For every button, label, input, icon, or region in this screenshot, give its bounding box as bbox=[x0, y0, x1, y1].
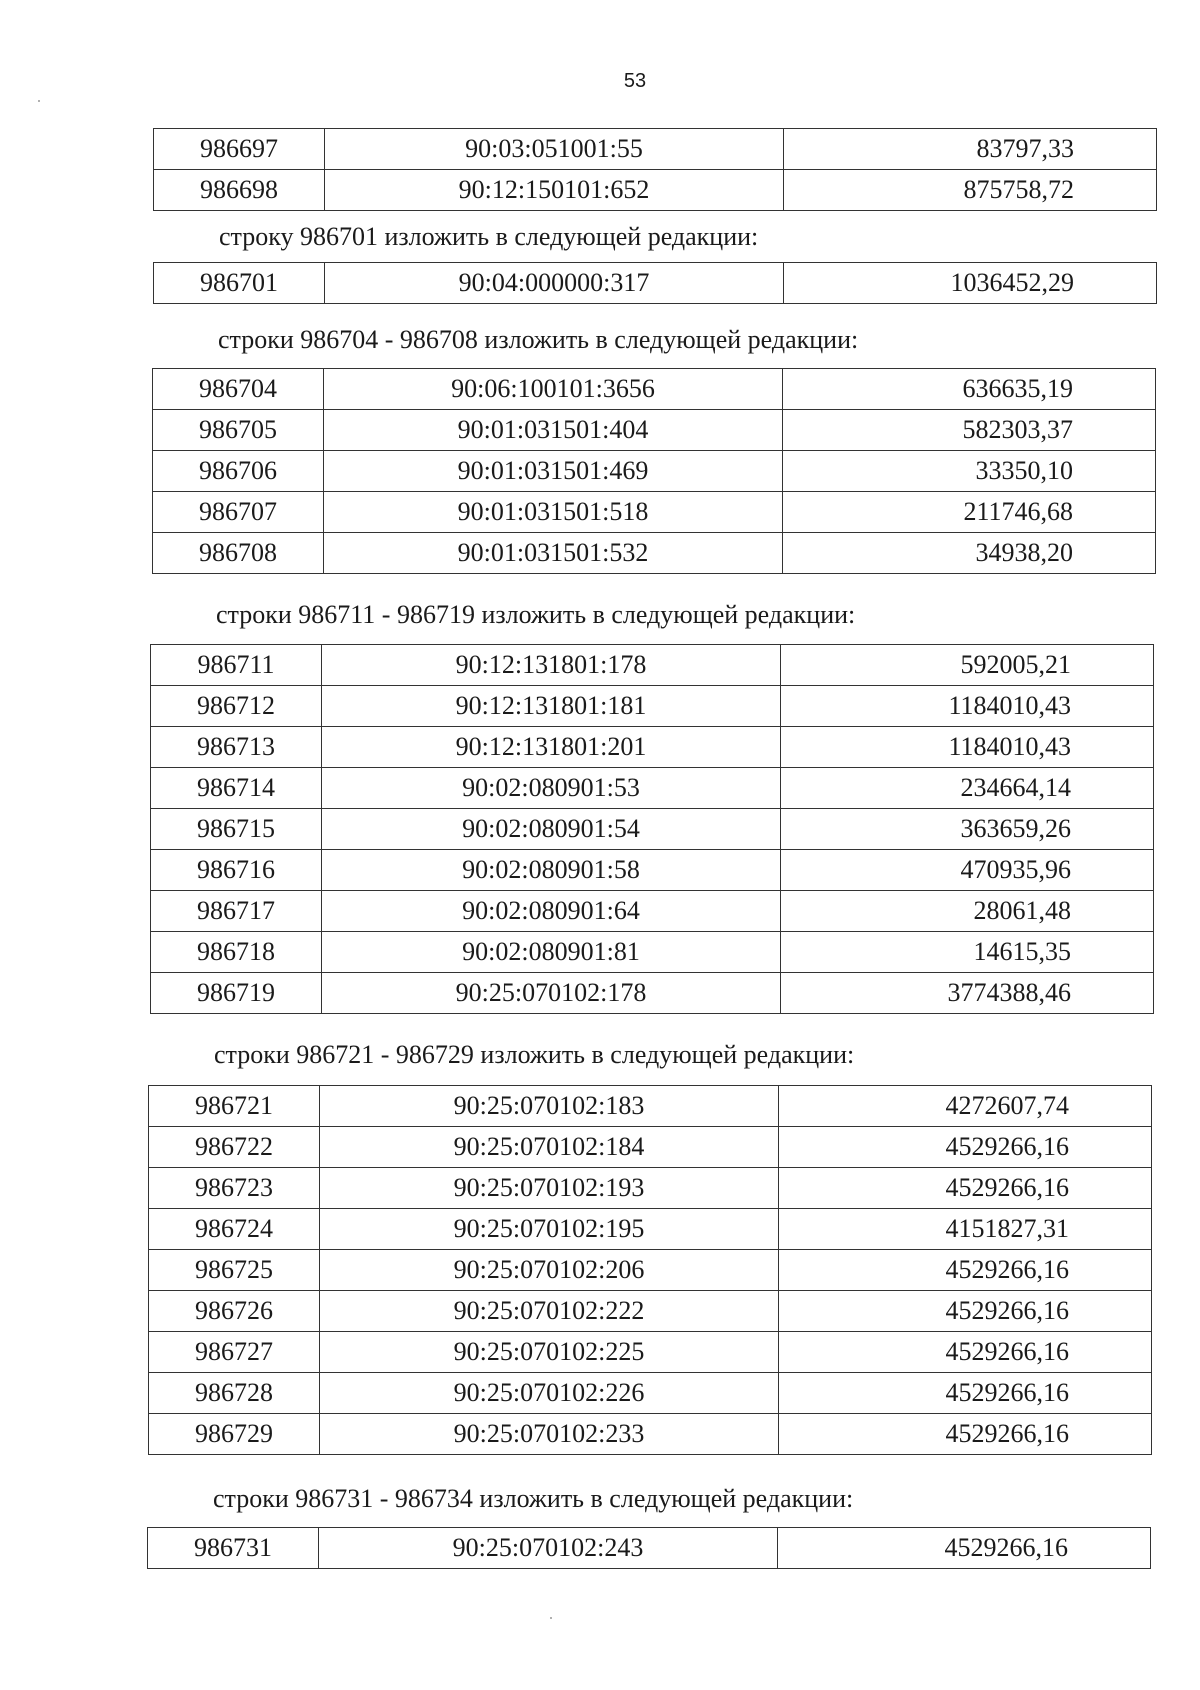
row-id-cell: 986718 bbox=[151, 932, 322, 973]
value-cell: 3774388,46 bbox=[781, 973, 1154, 1014]
value-cell: 4529266,16 bbox=[779, 1250, 1152, 1291]
cadastral-number-cell: 90:01:031501:404 bbox=[324, 410, 783, 451]
amendment-caption: строки 986704 - 986708 изложить в следующей редакции: bbox=[218, 325, 859, 354]
amendment-caption: строки 986721 - 986729 изложить в следующей редакции: bbox=[214, 1040, 855, 1069]
table-row bbox=[151, 932, 1154, 973]
table-row bbox=[151, 686, 1154, 727]
value-cell: 4529266,16 bbox=[779, 1168, 1152, 1209]
table-row bbox=[149, 1414, 1152, 1455]
table-row bbox=[154, 263, 1157, 304]
row-id-cell: 986714 bbox=[151, 768, 322, 809]
table-row bbox=[151, 850, 1154, 891]
value-cell: 34938,20 bbox=[783, 533, 1156, 574]
table-row bbox=[149, 1373, 1152, 1414]
cadastral-number-cell: 90:02:080901:54 bbox=[322, 809, 781, 850]
amendment-table-2 bbox=[152, 368, 1156, 574]
table-row bbox=[154, 129, 1157, 170]
cadastral-number-cell: 90:25:070102:225 bbox=[320, 1332, 779, 1373]
cadastral-number-cell: 90:02:080901:64 bbox=[322, 891, 781, 932]
cadastral-number-cell: 90:01:031501:469 bbox=[324, 451, 783, 492]
row-id-cell: 986701 bbox=[154, 263, 325, 304]
row-id-cell: 986715 bbox=[151, 809, 322, 850]
value-cell: 4529266,16 bbox=[778, 1528, 1151, 1569]
row-id-cell: 986717 bbox=[151, 891, 322, 932]
cadastral-number-cell: 90:02:080901:81 bbox=[322, 932, 781, 973]
cadastral-number-cell: 90:03:051001:55 bbox=[325, 129, 784, 170]
value-cell: 4529266,16 bbox=[779, 1414, 1152, 1455]
cadastral-number-cell: 90:12:131801:178 bbox=[322, 645, 781, 686]
table-row bbox=[149, 1086, 1152, 1127]
cadastral-number-cell: 90:06:100101:3656 bbox=[324, 369, 783, 410]
table-row bbox=[149, 1127, 1152, 1168]
table-row bbox=[149, 1209, 1152, 1250]
table-row bbox=[153, 492, 1156, 533]
table-row bbox=[151, 973, 1154, 1014]
value-cell: 4529266,16 bbox=[779, 1373, 1152, 1414]
value-cell: 4529266,16 bbox=[779, 1291, 1152, 1332]
page-number: 53 bbox=[623, 70, 647, 92]
value-cell: 592005,21 bbox=[781, 645, 1154, 686]
scan-speck bbox=[38, 100, 40, 102]
value-cell: 234664,14 bbox=[781, 768, 1154, 809]
row-id-cell: 986706 bbox=[153, 451, 324, 492]
row-id-cell: 986728 bbox=[149, 1373, 320, 1414]
cadastral-number-cell: 90:25:070102:206 bbox=[320, 1250, 779, 1291]
amendment-caption: строки 986711 - 986719 изложить в следующей редакции: bbox=[216, 600, 856, 629]
table-row bbox=[154, 170, 1157, 211]
row-id-cell: 986711 bbox=[151, 645, 322, 686]
table-row bbox=[151, 645, 1154, 686]
row-id-cell: 986707 bbox=[153, 492, 324, 533]
table-row bbox=[148, 1528, 1151, 1569]
amendment-caption: строку 986701 изложить в следующей редакции: bbox=[219, 222, 759, 251]
cadastral-number-cell: 90:25:070102:184 bbox=[320, 1127, 779, 1168]
amendment-table-1 bbox=[153, 262, 1157, 304]
row-id-cell: 986713 bbox=[151, 727, 322, 768]
table-row bbox=[149, 1332, 1152, 1373]
cadastral-number-cell: 90:01:031501:532 bbox=[324, 533, 783, 574]
row-id-cell: 986723 bbox=[149, 1168, 320, 1209]
row-id-cell: 986708 bbox=[153, 533, 324, 574]
value-cell: 14615,35 bbox=[781, 932, 1154, 973]
table-row bbox=[149, 1291, 1152, 1332]
cadastral-number-cell: 90:25:070102:226 bbox=[320, 1373, 779, 1414]
table-row bbox=[151, 891, 1154, 932]
row-id-cell: 986698 bbox=[154, 170, 325, 211]
value-cell: 470935,96 bbox=[781, 850, 1154, 891]
value-cell: 4272607,74 bbox=[779, 1086, 1152, 1127]
row-id-cell: 986731 bbox=[148, 1528, 319, 1569]
table-row bbox=[153, 451, 1156, 492]
value-cell: 1184010,43 bbox=[781, 727, 1154, 768]
value-cell: 4529266,16 bbox=[779, 1332, 1152, 1373]
table-top-rows bbox=[153, 128, 1157, 211]
value-cell: 33350,10 bbox=[783, 451, 1156, 492]
value-cell: 1184010,43 bbox=[781, 686, 1154, 727]
value-cell: 363659,26 bbox=[781, 809, 1154, 850]
row-id-cell: 986725 bbox=[149, 1250, 320, 1291]
cadastral-number-cell: 90:25:070102:193 bbox=[320, 1168, 779, 1209]
scan-speck bbox=[550, 1617, 552, 1619]
value-cell: 1036452,29 bbox=[784, 263, 1157, 304]
row-id-cell: 986716 bbox=[151, 850, 322, 891]
cadastral-number-cell: 90:01:031501:518 bbox=[324, 492, 783, 533]
row-id-cell: 986722 bbox=[149, 1127, 320, 1168]
row-id-cell: 986719 bbox=[151, 973, 322, 1014]
row-id-cell: 986705 bbox=[153, 410, 324, 451]
row-id-cell: 986721 bbox=[149, 1086, 320, 1127]
row-id-cell: 986704 bbox=[153, 369, 324, 410]
cadastral-number-cell: 90:25:070102:183 bbox=[320, 1086, 779, 1127]
value-cell: 582303,37 bbox=[783, 410, 1156, 451]
value-cell: 4151827,31 bbox=[779, 1209, 1152, 1250]
table-row bbox=[149, 1250, 1152, 1291]
amendment-caption: строки 986731 - 986734 изложить в следующей редакции: bbox=[213, 1484, 854, 1513]
table-row bbox=[153, 533, 1156, 574]
amendment-table-3 bbox=[150, 644, 1154, 1014]
table-row bbox=[149, 1168, 1152, 1209]
cadastral-number-cell: 90:02:080901:58 bbox=[322, 850, 781, 891]
cadastral-number-cell: 90:02:080901:53 bbox=[322, 768, 781, 809]
table-row bbox=[153, 369, 1156, 410]
table-row bbox=[151, 809, 1154, 850]
row-id-cell: 986712 bbox=[151, 686, 322, 727]
value-cell: 875758,72 bbox=[784, 170, 1157, 211]
cadastral-number-cell: 90:25:070102:195 bbox=[320, 1209, 779, 1250]
table-row bbox=[151, 768, 1154, 809]
cadastral-number-cell: 90:25:070102:233 bbox=[320, 1414, 779, 1455]
value-cell: 83797,33 bbox=[784, 129, 1157, 170]
cadastral-number-cell: 90:12:131801:201 bbox=[322, 727, 781, 768]
value-cell: 211746,68 bbox=[783, 492, 1156, 533]
cadastral-number-cell: 90:12:131801:181 bbox=[322, 686, 781, 727]
row-id-cell: 986727 bbox=[149, 1332, 320, 1373]
value-cell: 4529266,16 bbox=[779, 1127, 1152, 1168]
cadastral-number-cell: 90:12:150101:652 bbox=[325, 170, 784, 211]
table-row bbox=[151, 727, 1154, 768]
row-id-cell: 986724 bbox=[149, 1209, 320, 1250]
row-id-cell: 986729 bbox=[149, 1414, 320, 1455]
value-cell: 28061,48 bbox=[781, 891, 1154, 932]
amendment-table-4 bbox=[148, 1085, 1152, 1455]
cadastral-number-cell: 90:25:070102:243 bbox=[319, 1528, 778, 1569]
cadastral-number-cell: 90:04:000000:317 bbox=[325, 263, 784, 304]
value-cell: 636635,19 bbox=[783, 369, 1156, 410]
table-row bbox=[153, 410, 1156, 451]
row-id-cell: 986726 bbox=[149, 1291, 320, 1332]
cadastral-number-cell: 90:25:070102:178 bbox=[322, 973, 781, 1014]
amendment-table-5 bbox=[147, 1527, 1151, 1569]
row-id-cell: 986697 bbox=[154, 129, 325, 170]
cadastral-number-cell: 90:25:070102:222 bbox=[320, 1291, 779, 1332]
